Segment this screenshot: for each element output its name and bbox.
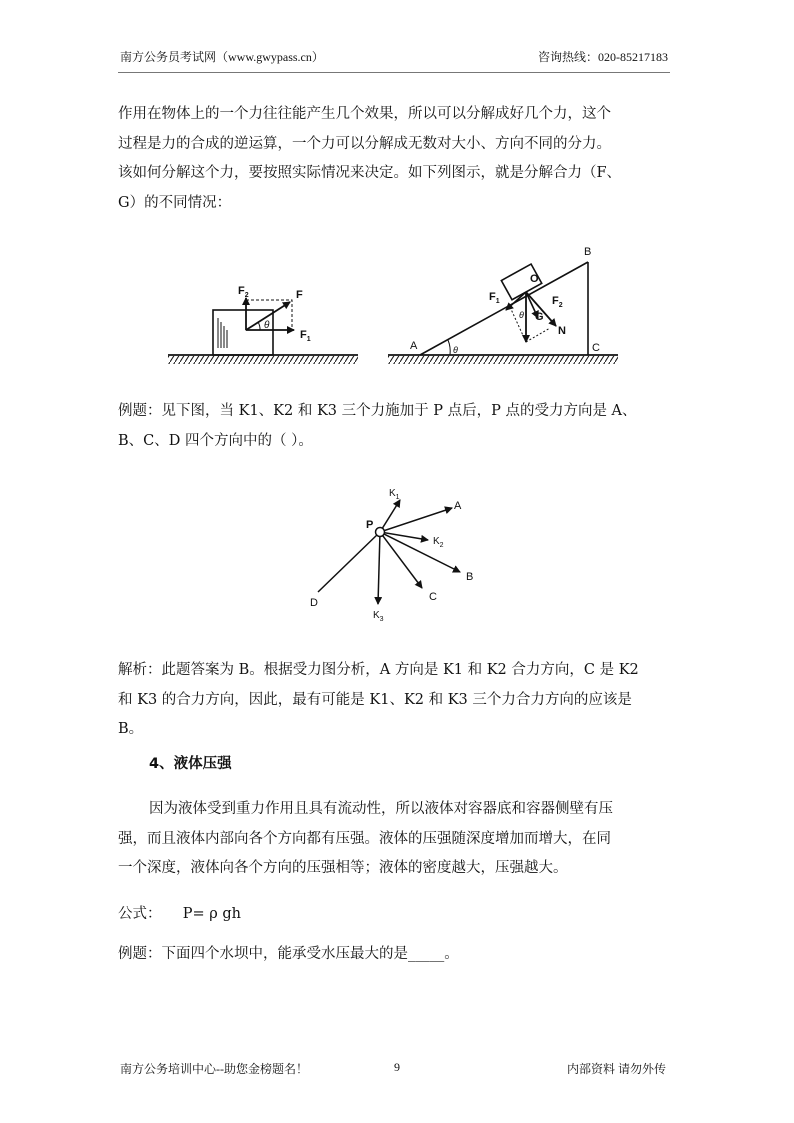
formula-line <box>118 900 678 930</box>
formula-value: P= ρ gh <box>182 906 241 922</box>
label-f: F <box>296 289 303 301</box>
example1-line-2: B、C、D 四个方向中的（ ）。 <box>118 432 313 449</box>
analysis-paragraph <box>118 656 678 745</box>
label-theta-box: θ <box>264 320 270 331</box>
incline-dashed-2 <box>526 328 550 342</box>
label-b-incline: B <box>584 246 592 258</box>
label-f1-incline: $F_1$ <box>489 291 500 305</box>
page-header <box>120 48 668 70</box>
incline-angle-arc <box>448 340 450 355</box>
ground-hatching <box>168 356 358 364</box>
intro-line-2: 过程是力的合成的逆运算，一个力可以分解成无数对大小、方向不同的分力。 <box>118 135 611 152</box>
incline-ground-hatching <box>388 356 618 364</box>
forces-at-p-figure <box>300 480 500 630</box>
footer-notice: 内部资料 请勿外传 <box>566 1062 666 1076</box>
label-c: C <box>429 591 437 603</box>
page-number: 9 <box>394 1060 400 1074</box>
label-f2: $F_2$ <box>238 285 249 299</box>
header-rule <box>118 72 670 73</box>
label-p: P <box>366 519 374 531</box>
box-shading <box>218 318 227 348</box>
page-footer <box>120 1060 666 1080</box>
liquid-paragraph <box>118 795 678 884</box>
intro-paragraph <box>118 100 678 218</box>
label-f2-incline: $F_2$ <box>552 295 563 309</box>
intro-line-3: 该如何分解这个力，要按照实际情况来决定。如下列图示，就是分解合力（F、 <box>118 165 622 181</box>
d-line <box>318 532 380 592</box>
example2-line: 例题：下面四个水坝中，能承受水压最大的是_____。 <box>118 946 459 962</box>
analysis-line-2: 和 K3 的合力方向，因此，最有可能是 K1、K2 和 K3 三个力合力方向的应该是 <box>118 691 632 708</box>
k3-arrow <box>378 532 380 604</box>
box-shape <box>213 310 273 355</box>
label-b: B <box>466 571 474 583</box>
theta-arc <box>258 322 260 330</box>
intro-line-1: 作用在物体上的一个力往往能产生几个效果，所以可以分解成好几个力，这个 <box>118 106 611 122</box>
liquid-line-1: 因为液体受到重力作用且具有流动性，所以液体对容器底和容器侧壁有压 <box>149 801 613 817</box>
header-site-name: 南方公务员考试网（www.gwypass.cn） <box>120 50 324 64</box>
liquid-line-2: 强，而且液体内部向各个方向都有压强。液体的压强随深度增加而增大，在同 <box>118 830 611 847</box>
formula-label: 公式： <box>118 906 162 922</box>
label-a-incline: A <box>410 340 418 352</box>
liquid-line-3: 一个深度，液体向各个方向的压强相等；液体的密度越大，压强越大。 <box>118 860 568 876</box>
analysis-line-1: 解析：此题答案为 B。根据受力图分析，A 方向是 K1 和 K2 合力方向，C 是 K2 <box>118 662 639 678</box>
a-arrow <box>380 508 452 532</box>
example1-paragraph <box>118 397 678 456</box>
label-a: A <box>454 500 462 512</box>
incline-diagram <box>388 246 618 364</box>
label-o: O <box>530 273 539 285</box>
label-c-incline: C <box>592 342 600 354</box>
label-theta-incline: θ <box>519 310 524 320</box>
label-k1: $K_1$ <box>389 488 400 501</box>
intro-line-4: G）的不同情况： <box>118 194 232 211</box>
header-hotline: 咨询热线：020-85217183 <box>538 50 668 64</box>
point-p <box>376 528 385 537</box>
c-arrow <box>380 532 422 588</box>
label-f1: $F_1$ <box>300 329 311 343</box>
k1-arrow <box>380 500 400 532</box>
force-decomposition-figure <box>160 242 620 370</box>
footer-slogan: 南方公务培训中心--助您金榜题名！ <box>120 1062 308 1076</box>
section-title: 4、液体压强 <box>149 756 232 772</box>
example1-line-1: 例题：见下图，当 K1、K2 和 K3 三个力施加于 P 点后，P 点的受力方向是 A、 <box>118 403 637 419</box>
label-g: G <box>535 311 544 323</box>
analysis-line-3: B。 <box>118 721 144 737</box>
label-theta-base: θ <box>453 345 458 355</box>
label-d: D <box>310 597 318 609</box>
incline-surface <box>420 262 588 355</box>
label-k2: $K_2$ <box>433 536 444 549</box>
box-diagram <box>168 285 358 364</box>
label-n: N <box>558 325 566 337</box>
label-k3: $K_3$ <box>373 610 384 623</box>
